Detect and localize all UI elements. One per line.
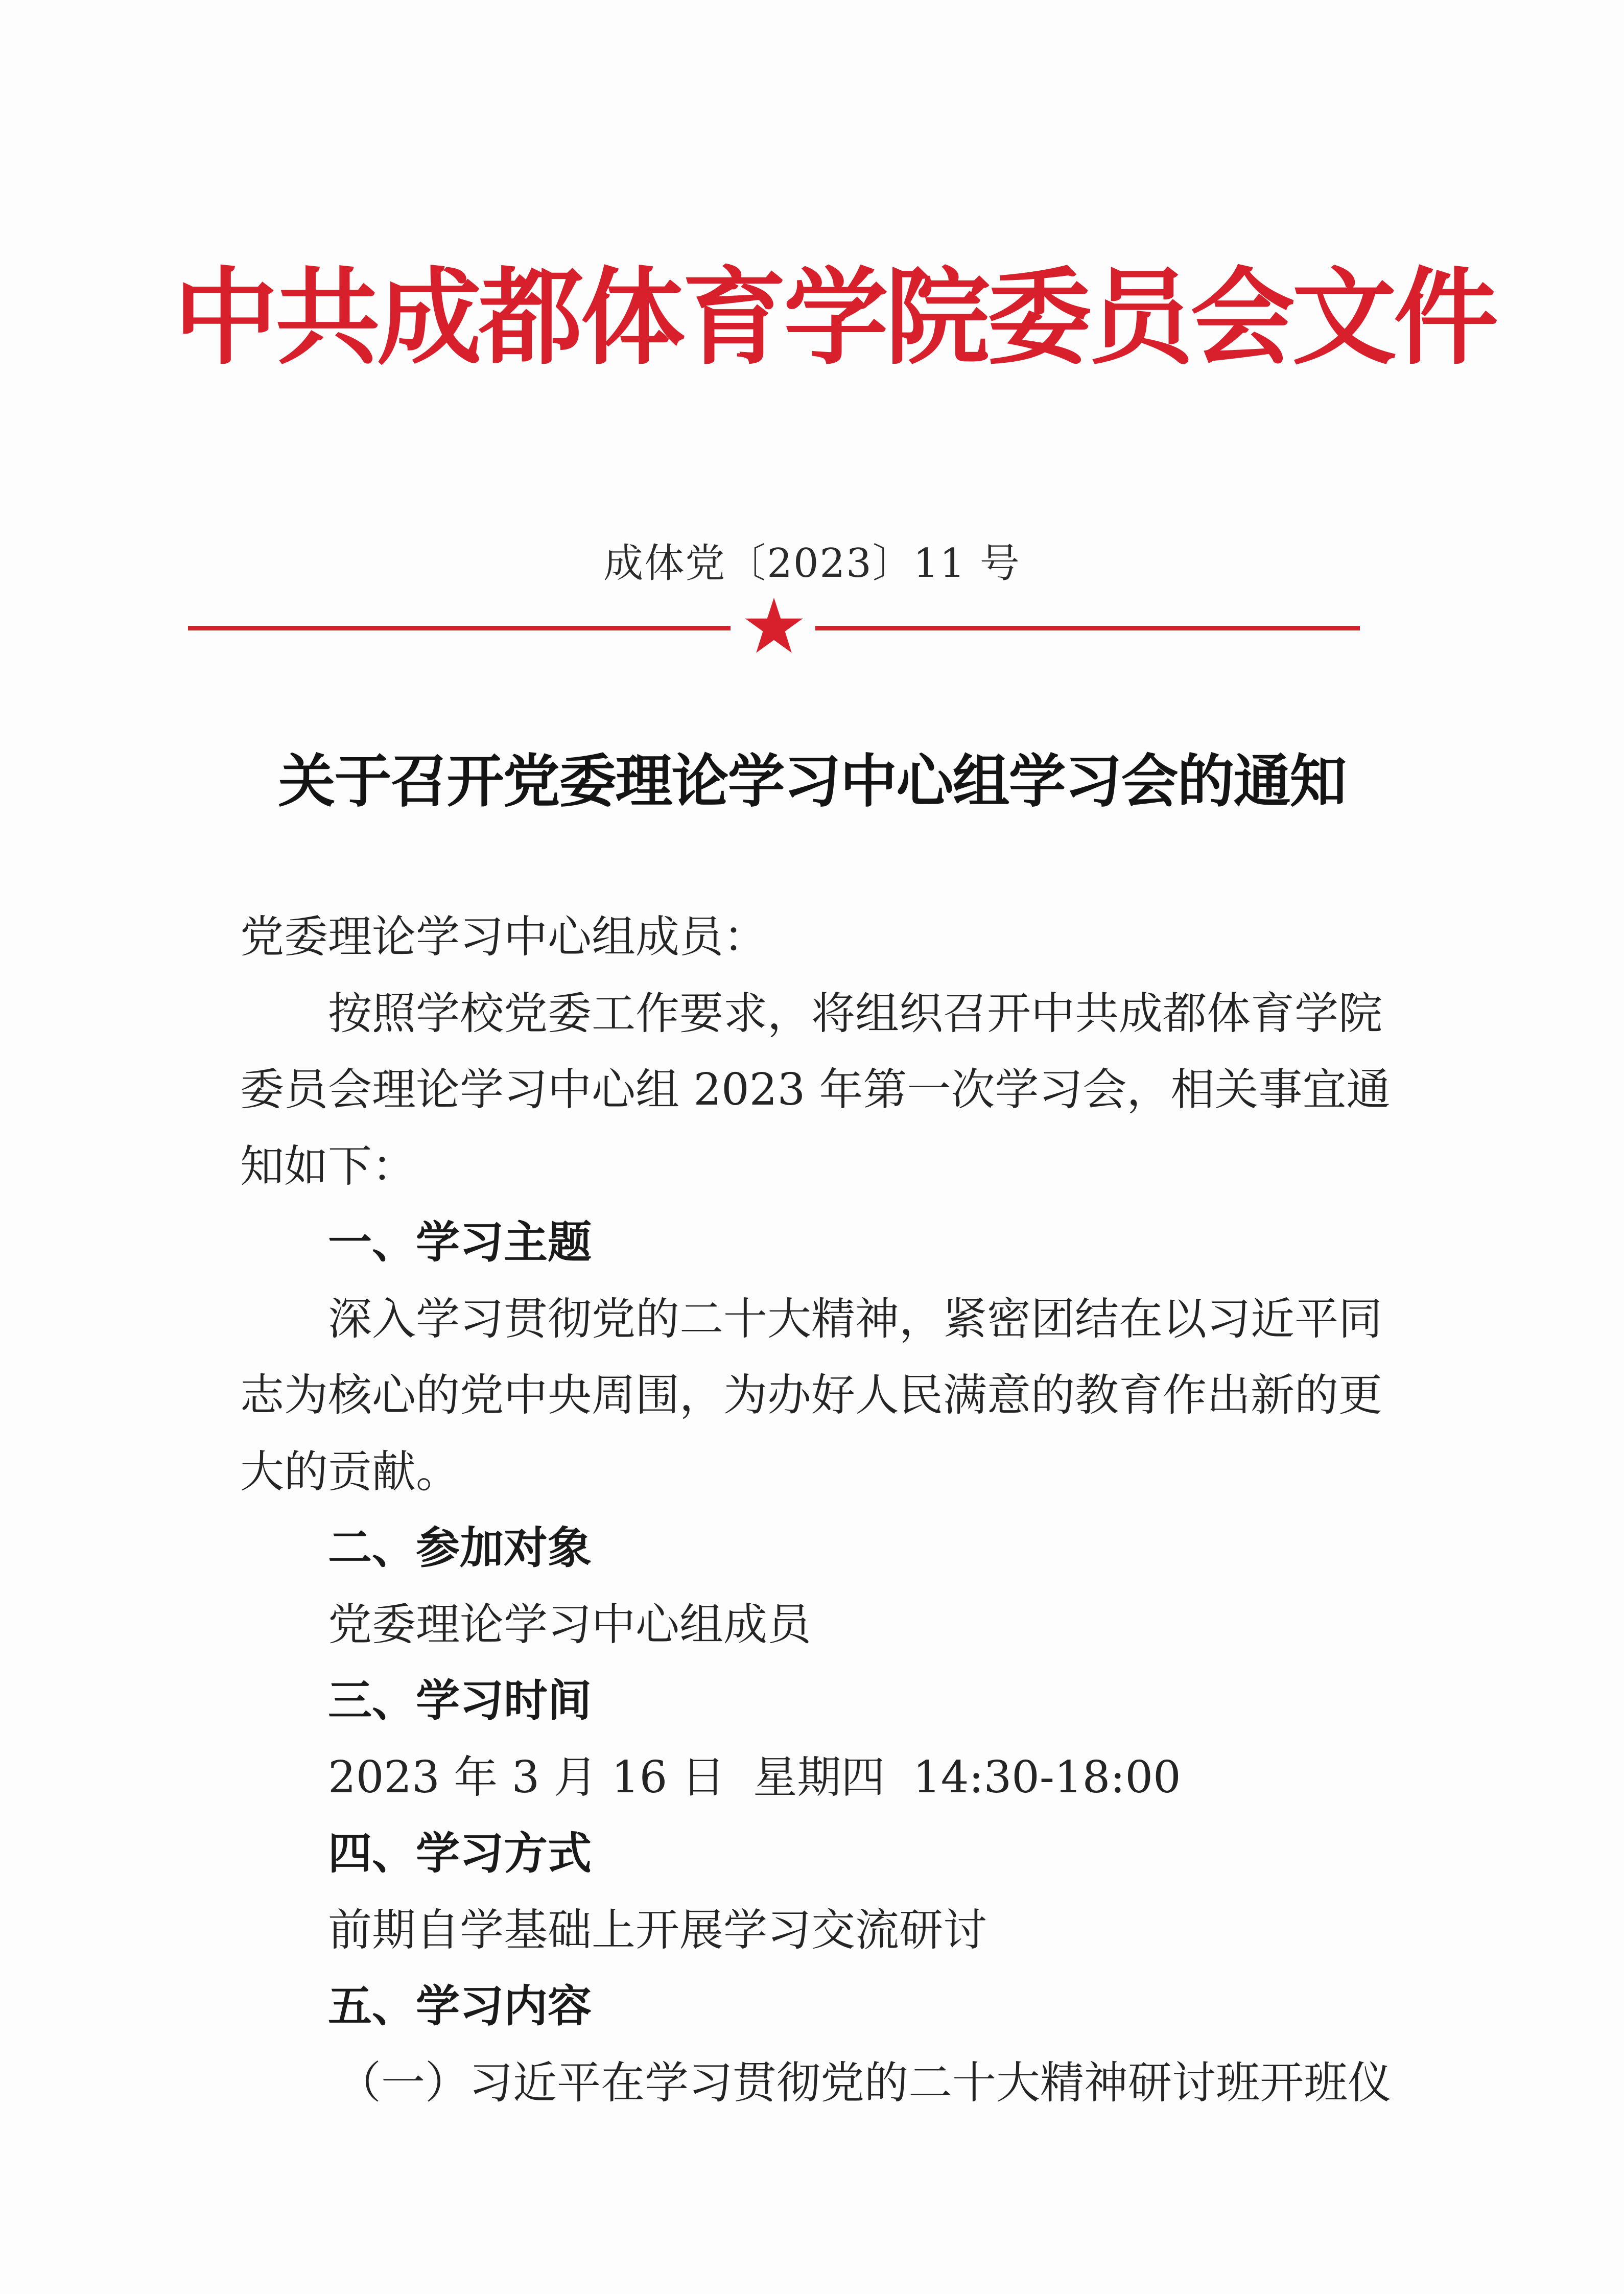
- red-divider-left: [188, 626, 731, 630]
- section-text-theme: 志为核心的党中央周围，为办好人民满意的教育作出新的更: [240, 1370, 1382, 1421]
- section-heading-content: 五、学习内容: [328, 1981, 592, 2032]
- section-heading-time: 三、学习时间: [328, 1675, 592, 1726]
- intro-line: 委员会理论学习中心组 2023 年第一次学习会，相关事宜通: [240, 1064, 1391, 1115]
- section-text-theme: 深入学习贯彻党的二十大精神，紧密团结在以习近平同: [328, 1293, 1382, 1345]
- section-text-theme: 大的贡献。: [240, 1446, 460, 1497]
- section-text-participants: 党委理论学习中心组成员: [328, 1599, 811, 1650]
- section-heading-participants: 二、参加对象: [328, 1523, 592, 1574]
- section-heading-method: 四、学习方式: [328, 1828, 592, 1879]
- intro-line: 知如下：: [240, 1140, 416, 1192]
- section-heading-theme: 一、学习主题: [328, 1217, 592, 1268]
- document-number: 成体党〔2023〕11 号: [603, 541, 1021, 587]
- salutation: 党委理论学习中心组成员：: [240, 911, 767, 963]
- intro-line: 按照学校党委工作要求，将组织召开中共成都体育学院: [328, 988, 1382, 1039]
- star-icon: [743, 595, 805, 657]
- red-header-title: 中共成都体育学院委员会文件: [174, 256, 1495, 379]
- notice-title: 关于召开党委理论学习中心组学习会的通知: [278, 748, 1346, 815]
- section-content-item: （一）习近平在学习贯彻党的二十大精神研讨班开班仪: [337, 2057, 1392, 2109]
- section-text-time: 2023 年 3 月 16 日 星期四 14:30-18:00: [328, 1751, 1181, 1803]
- document-body: [240, 899, 1392, 2121]
- red-divider-right: [815, 626, 1360, 630]
- section-text-method: 前期自学基础上开展学习交流研讨: [328, 1904, 987, 1956]
